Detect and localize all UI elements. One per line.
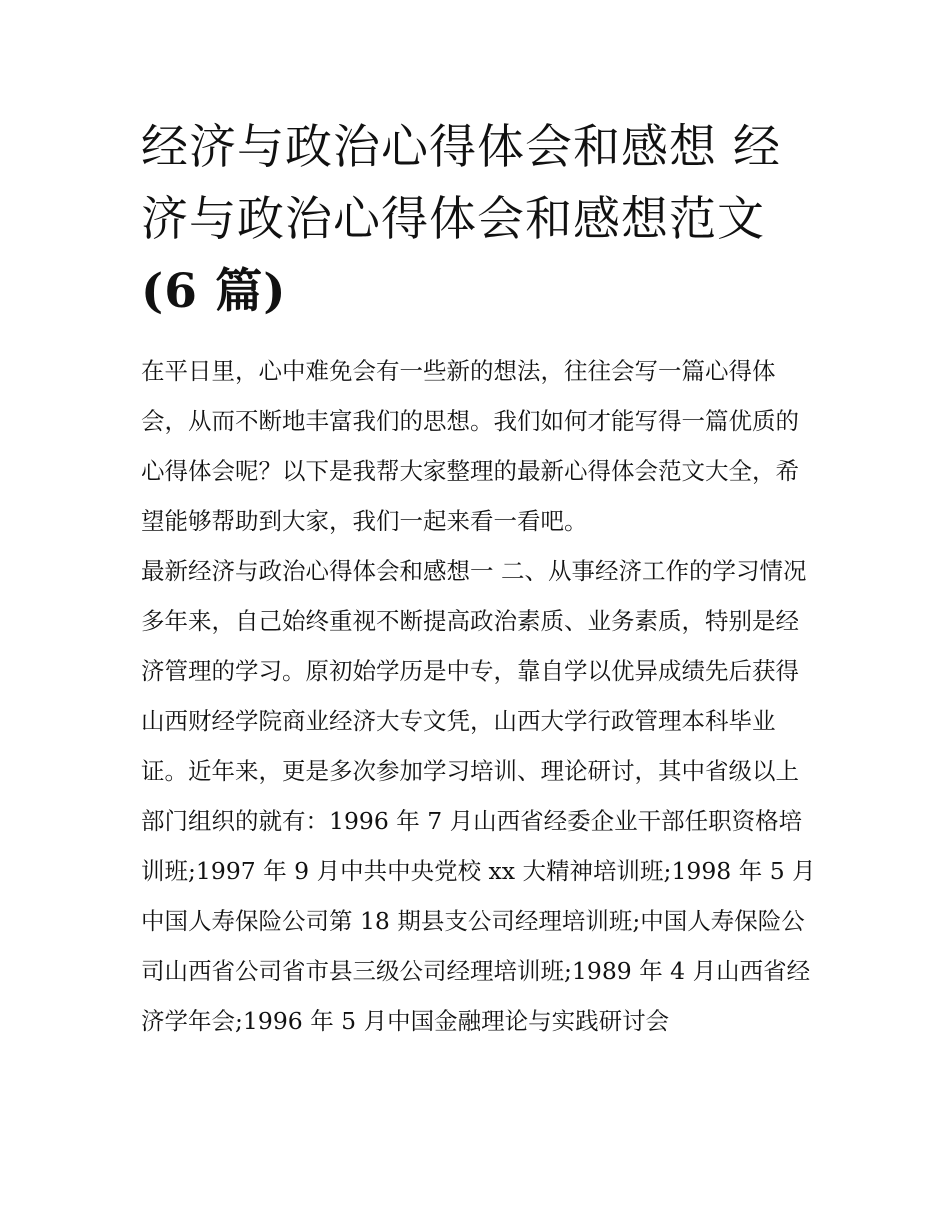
section-heading: 最新经济与政治心得体会和感想一 二、从事经济工作的学习情况 bbox=[141, 557, 807, 585]
title-main: 经济与政治心得体会和感想 经济与政治心得体会和感想范文 bbox=[141, 120, 781, 247]
title-tail: (6 篇) bbox=[141, 264, 287, 319]
document-title bbox=[141, 112, 816, 328]
body-paragraph: 多年来，自己始终重视不断提高政治素质、业务素质，特别是经济管理的学习。原初始学历是中专，靠自学以优异成绩先后获得山西财经学院商业经济大专文凭，山西大学行政管理本科毕业证。近年来，更是多次参加学习培训、理论研讨，其中省级以上部门组织的就有：1996 年 7 月山西省经委企业干部任职资格培训班;1997 年 9 月中共中央党校 xx 大精神培训班;1998 年 5 月中国人寿保险公司第 18 期县支公司经理培训班;中国人寿保险公司山西省公司省市县三级公司经理培训班;1989 年 4 月山西省经济学年会;1996 年 5 月中国金融理论与实践研讨会 bbox=[141, 607, 816, 1035]
document-body bbox=[141, 112, 816, 1046]
intro-paragraph: 在平日里，心中难免会有一些新的想法，往往会写一篇心得体会，从而不断地丰富我们的思想。我们如何才能写得一篇优质的心得体会呢？以下是我帮大家整理的最新心得体会范文大全，希望能够帮助到大家，我们一起来看一看吧。 bbox=[141, 357, 799, 535]
